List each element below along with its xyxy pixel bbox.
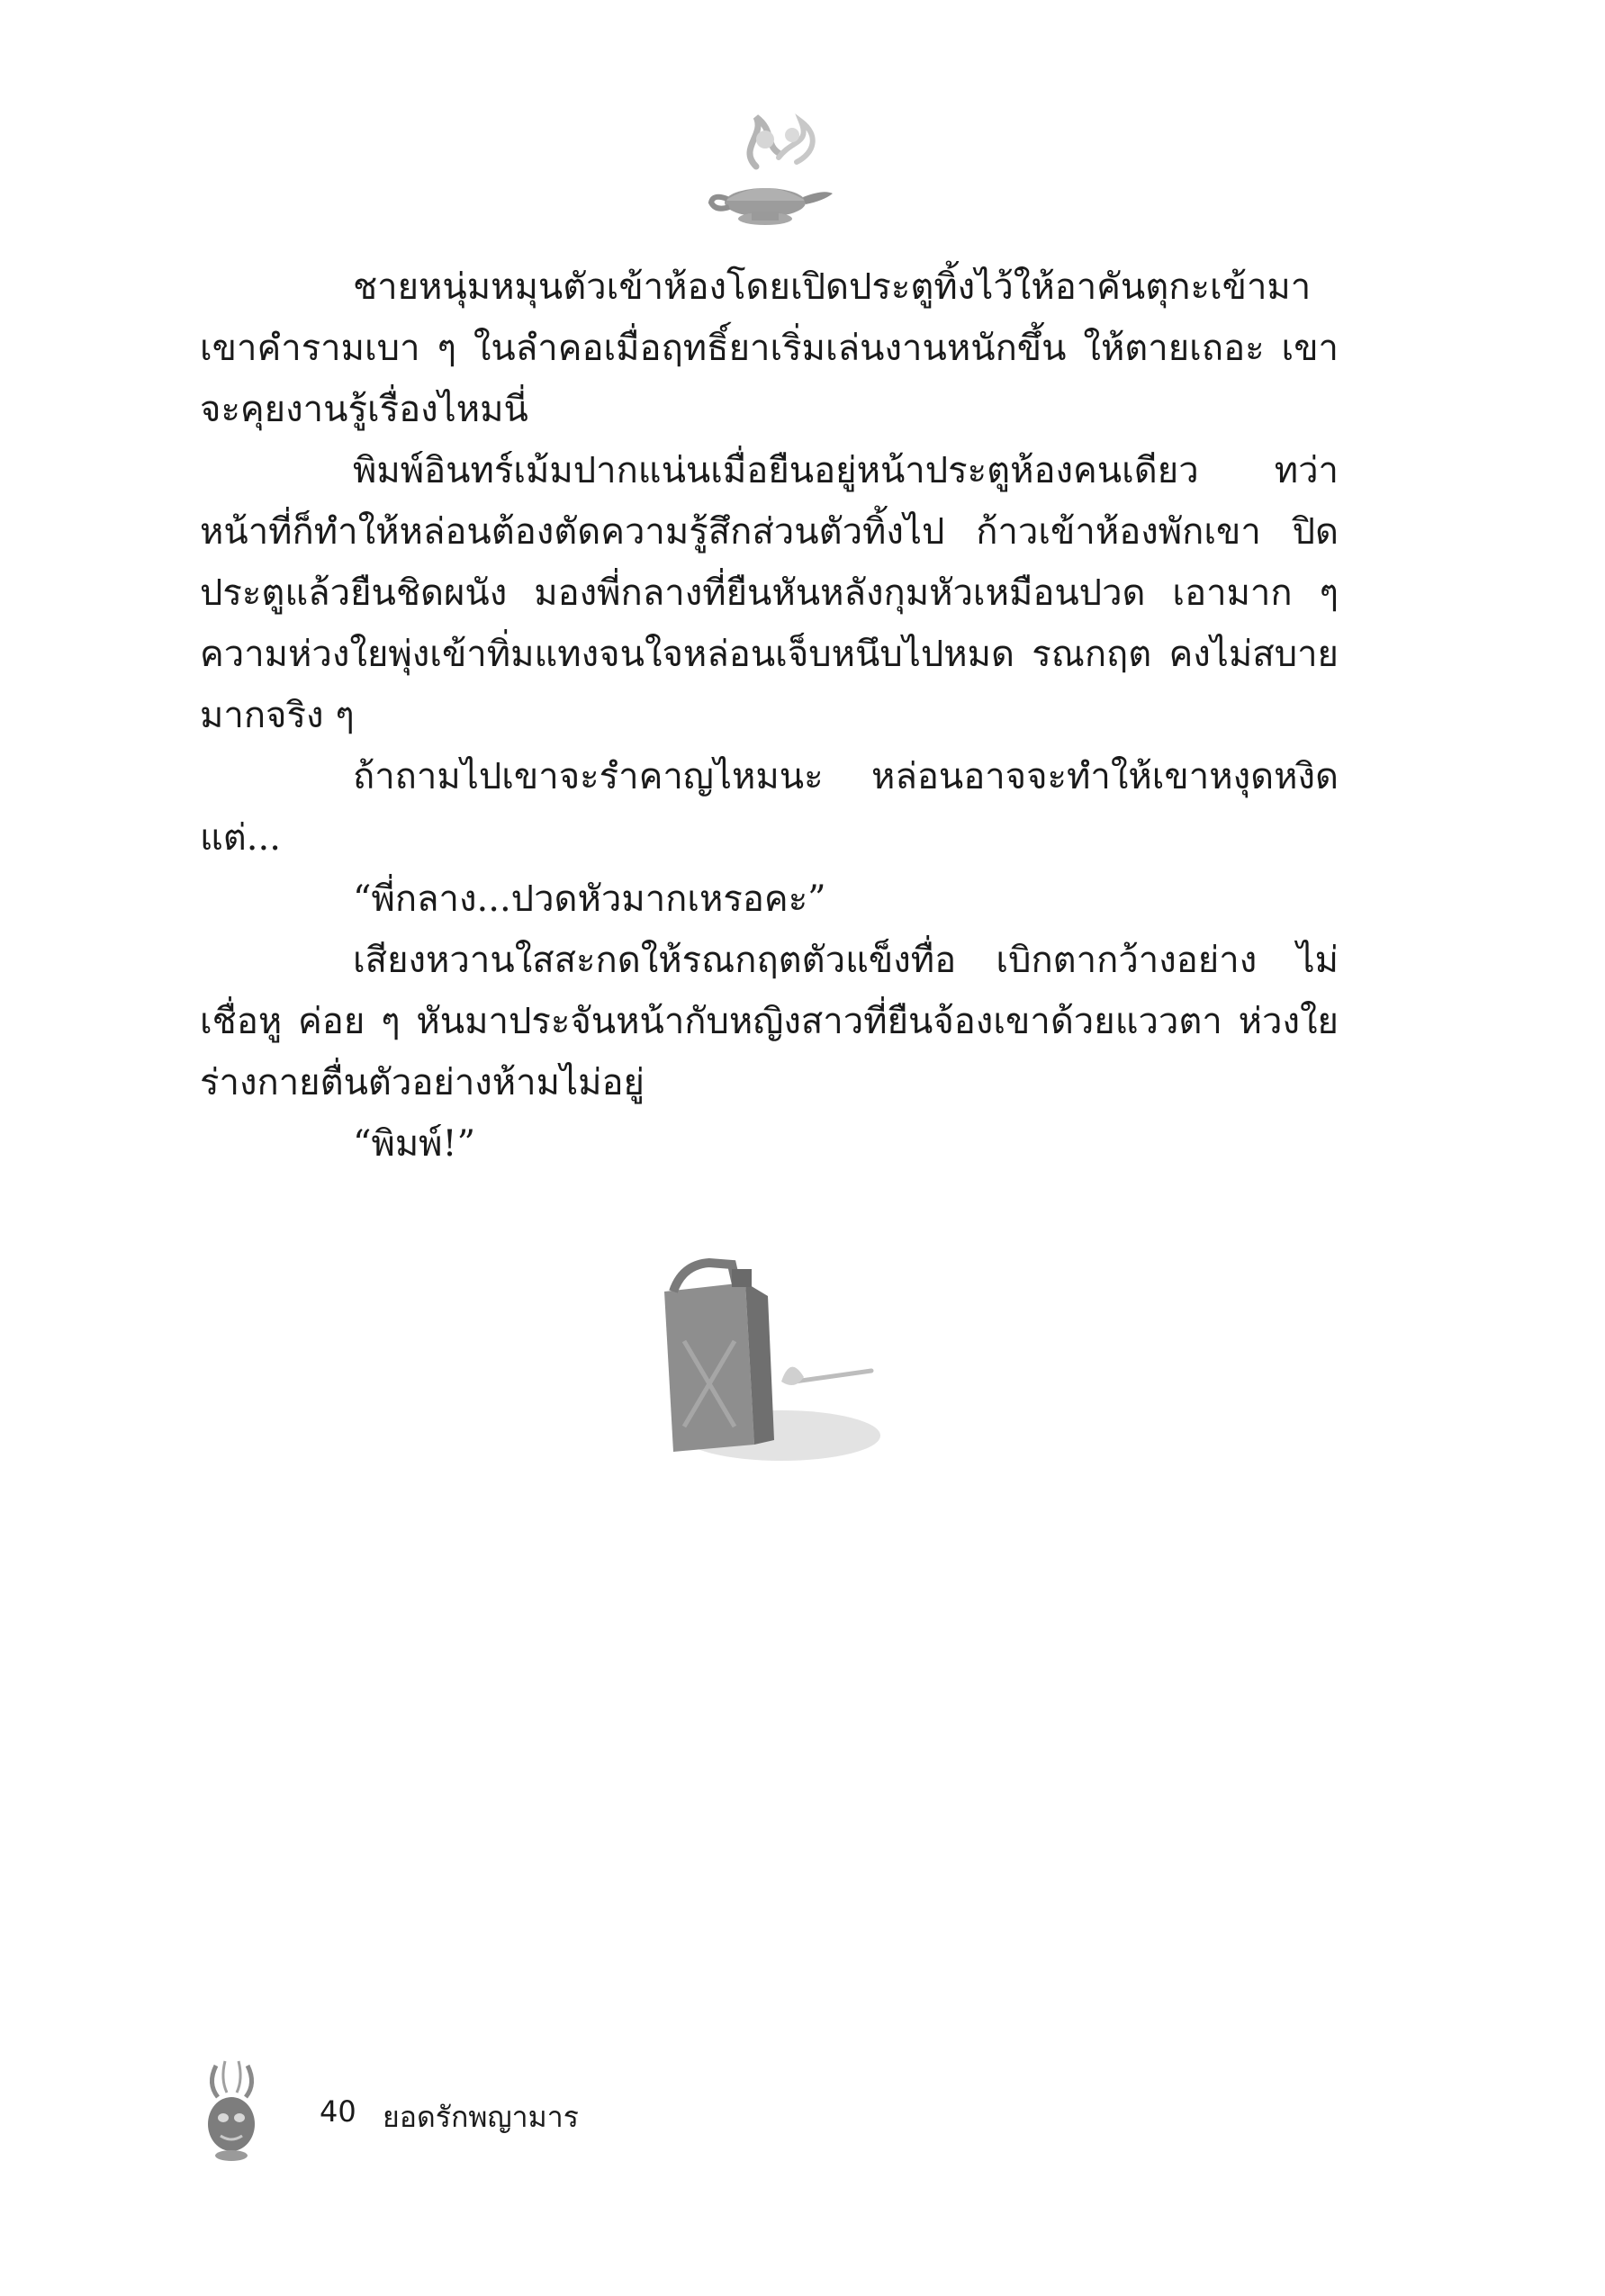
paragraph-3: ถ้าถามไปเขาจะรำคาญไหมนะ หล่อนอาจจะทำให้เขาหงุดหงิด แต่...	[200, 756, 1339, 859]
paragraph-5: เสียงหวานใสสะกดให้รณกฤตตัวแข็งทื่อ เบิกตากว้างอย่าง ไม่เชื่อหู ค่อย ๆ หันมาประจันหน้ากับหญิงสาวที่ยืนจ้องเขาด้วยแววตา ห่วงใย ร่างกายตื่นตัวอย่างห้ามไม่อยู่	[200, 940, 1339, 1103]
paragraph-6: “พิมพ์!”	[353, 1123, 476, 1165]
paragraph-2: พิมพ์อินทร์เม้มปากแน่นเมื่อยืนอยู่หน้าประตูห้องคนเดียว ทว่า หน้าที่ก็ทำให้หล่อนต้องตัดความรู้สึกส่วนตัวทิ้งไป ก้าวเข้าห้องพักเขา ปิดประตูแล้วยืนชิดผนัง มองพี่กลางที่ยืนหันหลังกุมหัวเหมือนปวด เอามาก ๆ ความห่วงใยพุ่งเข้าทิ่มแทงจนใจหล่อนเจ็บหนึบไปหมด รณกฤต คงไม่สบายมากจริง ๆ	[200, 450, 1339, 736]
paragraph-1: ชายหนุ่มหมุนตัวเข้าห้องโดยเปิดประตูทิ้งไว้ให้อาคันตุกะเข้ามา เขาคำรามเบา ๆ ในลำคอเมื่อฤทธิ์ยาเริ่มเล่นงานหนักขึ้น ให้ตายเถอะ เขาจะคุยงานรู้เรื่องไหมนี่	[200, 266, 1339, 430]
page-footer	[189, 2057, 639, 2165]
page-number: 40	[320, 2094, 356, 2129]
fuel-canister-icon	[646, 1256, 889, 1472]
demon-head-icon	[189, 2057, 275, 2165]
paragraph-4: “พี่กลาง...ปวดหัวมากเหรอคะ”	[353, 878, 826, 920]
book-title: ยอดรักพญามาร	[383, 2100, 579, 2134]
story-text	[200, 257, 1339, 1175]
magic-lamp-icon	[702, 104, 837, 239]
